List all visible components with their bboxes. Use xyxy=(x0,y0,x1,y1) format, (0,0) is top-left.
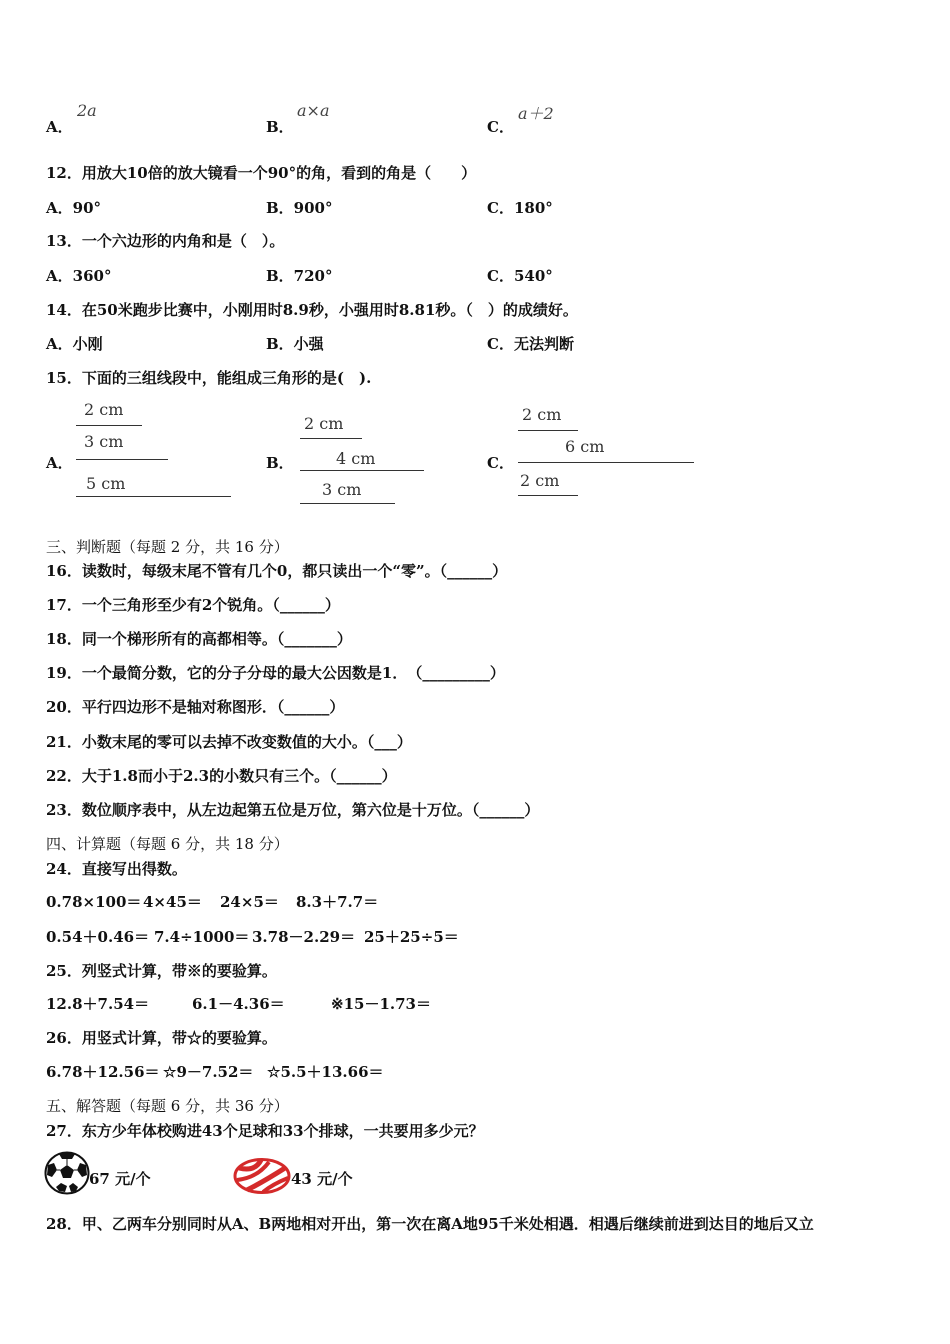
q15-b-segment-1-label: 2 cm xyxy=(304,414,344,433)
q25-c1: 12.8＋7.54＝ xyxy=(46,995,150,1013)
q20: 20．平行四边形不是轴对称图形．（______） xyxy=(46,698,345,716)
section-4-title: 四、计算题（每题 6 分，共 18 分） xyxy=(46,835,289,853)
q24-r1-c2: 4×45＝ xyxy=(143,893,202,911)
q26-c3: ☆5.5＋13.66＝ xyxy=(267,1063,384,1081)
q11-option-b-expr: a×a xyxy=(297,101,330,120)
q13-option-a: A．360° xyxy=(46,267,112,285)
q15-option-c-label: C． xyxy=(487,454,514,472)
q11-option-a xyxy=(46,116,73,137)
q15-b-segment-2 xyxy=(300,470,424,471)
q15-a-segment-3 xyxy=(76,496,231,497)
q26-c1: 6.78＋12.56＝ xyxy=(46,1063,160,1081)
q18: 18．同一个梯形所有的高都相等。（_______） xyxy=(46,630,352,648)
q15-c-segment-2 xyxy=(518,462,694,463)
q11-option-c xyxy=(487,116,514,137)
q13-stem: 13．一个六边形的内角和是（ ）。 xyxy=(46,232,285,250)
q13-option-b: B．720° xyxy=(266,267,333,285)
q25-stem: 25．列竖式计算，带※的要验算。 xyxy=(46,962,277,980)
q12-option-c: C．180° xyxy=(487,199,553,217)
q11-option-a-label: A． xyxy=(46,118,73,136)
football-icon xyxy=(44,1151,90,1195)
q24-r1-c3: 24×5＝ xyxy=(220,893,279,911)
q24-r2-c2: 7.4÷1000＝ xyxy=(154,928,250,946)
q15-c-segment-2-label: 6 cm xyxy=(565,437,605,456)
q25-c3: ※15－1.73＝ xyxy=(331,995,431,1013)
q12-option-b: B．900° xyxy=(266,199,333,217)
q11-option-c-expr: a＋2 xyxy=(518,104,554,123)
q14-option-a: A．小刚 xyxy=(46,335,103,353)
q17: 17．一个三角形至少有2个锐角。（______） xyxy=(46,596,340,614)
q23: 23．数位顺序表中，从左边起第五位是万位，第六位是十万位。（______） xyxy=(46,801,540,819)
q15-a-segment-1 xyxy=(76,425,142,426)
q24-r1-c4: 8.3＋7.7＝ xyxy=(296,893,379,911)
q15-a-segment-1-label: 2 cm xyxy=(84,400,124,419)
volleyball-icon xyxy=(233,1158,291,1194)
q12-stem: 12．用放大10倍的放大镜看一个90°的角，看到的角是（ ） xyxy=(46,164,477,182)
q15-a-segment-3-label: 5 cm xyxy=(86,474,126,493)
q26-c2: ☆9－7.52＝ xyxy=(163,1063,254,1081)
q27-stem: 27．东方少年体校购进43个足球和33个排球，一共要用多少元？ xyxy=(46,1122,484,1140)
q15-c-segment-3-label: 2 cm xyxy=(520,471,560,490)
section-3-title: 三、判断题（每题 2 分，共 16 分） xyxy=(46,538,289,556)
q25-c2: 6.1－4.36＝ xyxy=(192,995,285,1013)
q15-a-segment-2 xyxy=(76,459,168,460)
q14-option-b: B．小强 xyxy=(266,335,324,353)
q16: 16．读数时，每级末尾不管有几个0，都只读出一个“零”。（______） xyxy=(46,562,508,580)
q11-option-c-label: C． xyxy=(487,118,514,136)
q11-option-b-label: B． xyxy=(266,118,294,136)
q24-r2-c3: 3.78－2.29＝ xyxy=(252,928,356,946)
q15-b-segment-2-label: 4 cm xyxy=(336,449,376,468)
q24-r1-c1: 0.78×100＝ xyxy=(46,893,142,911)
football-price: 67 元/个 xyxy=(89,1170,151,1188)
q21: 21．小数末尾的零可以去掉不改变数值的大小。（___） xyxy=(46,733,412,751)
q12-option-a: A．90° xyxy=(46,199,102,217)
q15-option-a-label: A． xyxy=(46,454,73,472)
q15-b-segment-3 xyxy=(300,503,395,504)
q24-r2-c4: 25＋25÷5＝ xyxy=(364,928,459,946)
q15-b-segment-3-label: 3 cm xyxy=(322,480,362,499)
q15-option-b-label: B． xyxy=(266,454,294,472)
q22: 22．大于1.8而小于2.3的小数只有三个。（______） xyxy=(46,767,397,785)
section-5-title: 五、解答题（每题 6 分，共 36 分） xyxy=(46,1097,289,1115)
q15-b-segment-1 xyxy=(300,438,362,439)
q24-stem: 24．直接写出得数。 xyxy=(46,860,187,878)
q11-option-a-expr: 2a xyxy=(77,101,97,120)
q13-option-c: C．540° xyxy=(487,267,553,285)
q26-stem: 26．用竖式计算，带☆的要验算。 xyxy=(46,1029,277,1047)
q15-c-segment-3 xyxy=(518,495,578,496)
q28-stem: 28．甲、乙两车分别同时从A、B两地相对开出，第一次在离A地95千米处相遇．相遇后继续前进到达目的地后又立 xyxy=(46,1215,814,1233)
q15-c-segment-1 xyxy=(518,430,578,431)
q24-r2-c1: 0.54＋0.46＝ xyxy=(46,928,150,946)
q14-stem: 14．在50米跑步比赛中，小刚用时8.9秒，小强用时8.81秒。（ ）的成绩好。 xyxy=(46,301,578,319)
q11-option-b xyxy=(266,116,294,137)
q15-stem: 15．下面的三组线段中，能组成三角形的是( ). xyxy=(46,369,372,387)
q19: 19．一个最简分数，它的分子分母的最大公因数是1． （_________） xyxy=(46,664,505,682)
q14-option-c: C．无法判断 xyxy=(487,335,574,353)
q15-a-segment-2-label: 3 cm xyxy=(84,432,124,451)
q15-c-segment-1-label: 2 cm xyxy=(522,405,562,424)
volleyball-price: 43 元/个 xyxy=(291,1170,353,1188)
